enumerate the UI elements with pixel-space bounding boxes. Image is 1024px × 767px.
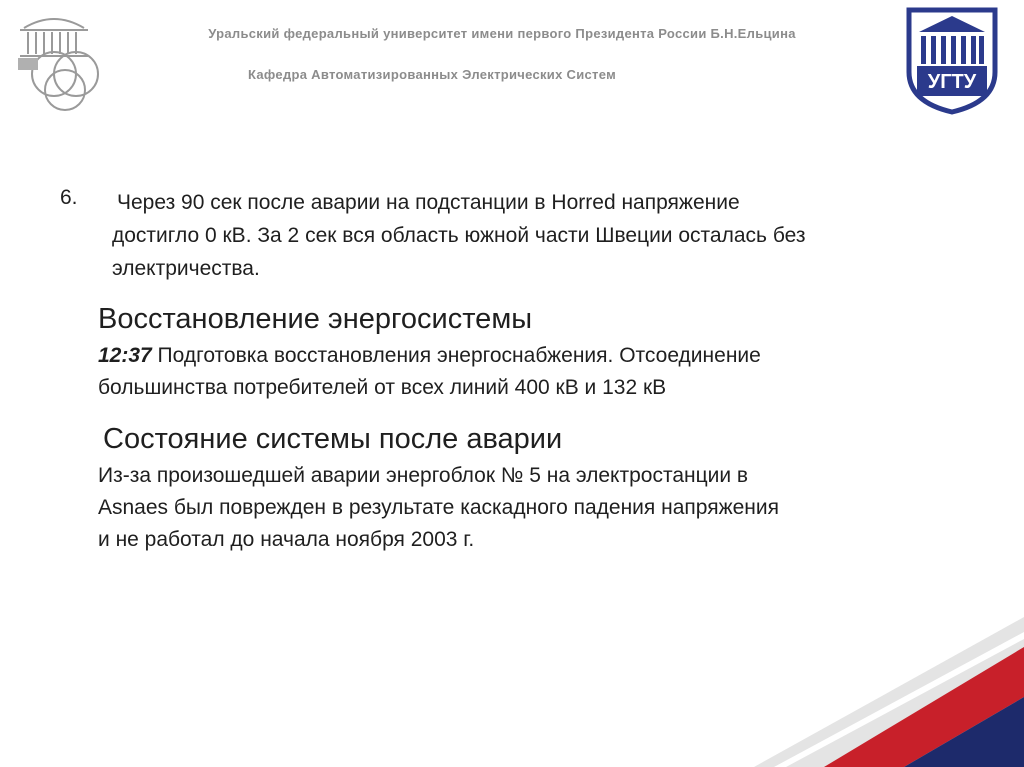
section-restoration-line-1: Подготовка восстановления энергоснабжения. Отсоединение xyxy=(151,344,761,367)
section-post-accident xyxy=(98,420,978,556)
item-text xyxy=(112,186,972,285)
item-line-3: электричества. xyxy=(112,257,260,280)
time-stamp: 12:37 xyxy=(98,344,152,367)
section-post-accident-line-3: и не работал до начала ноября 2003 г. xyxy=(98,528,475,551)
section-post-accident-line-2: Asnaes был поврежден в результате каскадного падения напряжения xyxy=(98,496,780,519)
section-post-accident-line-1: Из-за произошедшей аварии энергоблок № 5 на электростанции в xyxy=(98,464,749,487)
item-line-1: Через 90 сек после аварии на подстанции в Horred напряжение xyxy=(117,191,740,214)
section-post-accident-title: Состояние системы после аварии xyxy=(103,423,563,455)
urfu-logo-icon xyxy=(14,8,110,112)
section-restoration xyxy=(98,300,978,404)
ugtu-logo-text: УГТУ xyxy=(927,71,977,93)
item-line-2: достигло 0 кВ. За 2 сек вся область южной части Швеции осталась без xyxy=(112,224,806,247)
section-post-accident-body xyxy=(98,460,978,556)
university-name: Уральский федеральный университет имени первого Президента России Б.Н.Ельцина xyxy=(208,26,796,41)
department-name: Кафедра Автоматизированных Электрических Систем xyxy=(247,67,616,82)
section-restoration-body xyxy=(98,340,978,404)
section-restoration-line-2: большинства потребителей от всех линий 400 кВ и 132 кВ xyxy=(98,376,667,399)
ugtu-logo-icon xyxy=(905,6,999,116)
section-restoration-title: Восстановление энергосистемы xyxy=(98,303,533,335)
item-number: 6. xyxy=(60,186,78,209)
corner-decoration xyxy=(754,577,1024,767)
